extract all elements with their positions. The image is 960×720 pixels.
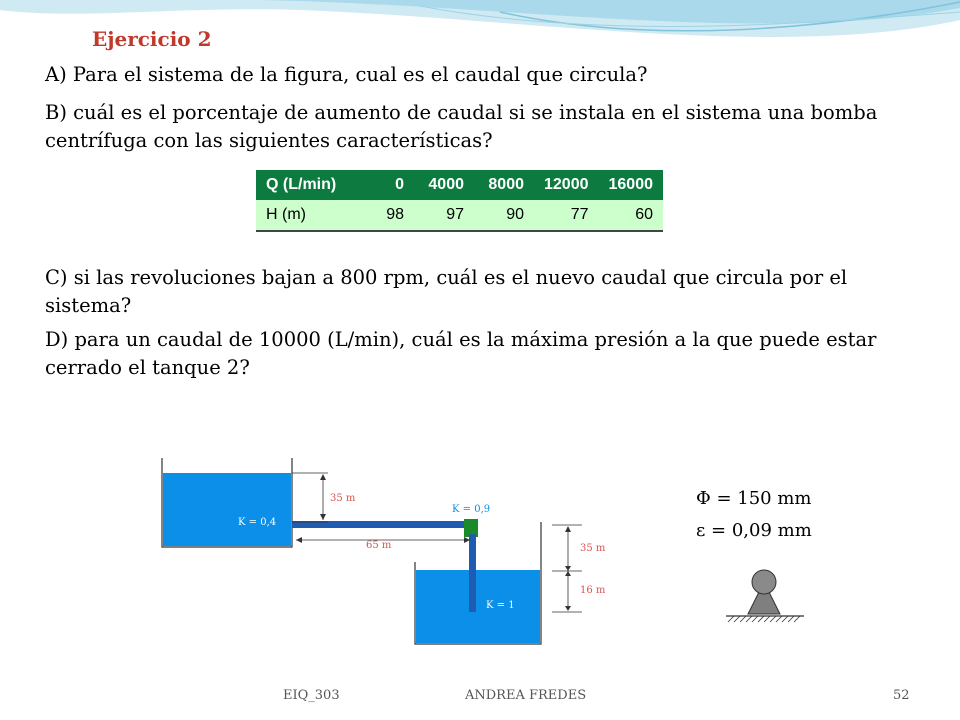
dim-65-label: 65 m — [366, 540, 392, 551]
question-c: C) si las revoluciones bajan a 800 rpm, cuál es el nuevo caudal que circula por el sistema? — [45, 266, 848, 317]
exercise-title: Ejercicio 2 — [92, 27, 212, 51]
flow-label: Q (L/min) — [256, 170, 366, 200]
head-cell: 98 — [366, 200, 414, 231]
flow-cell: 4000 — [414, 170, 474, 200]
head-cell: 90 — [474, 200, 534, 231]
flow-cell: 16000 — [599, 170, 664, 200]
vertical-pipe — [469, 534, 476, 612]
flow-cell: 8000 — [474, 170, 534, 200]
diameter-line: Φ = 150 mm — [696, 488, 812, 509]
roughness-line: ε = 0,09 mm — [696, 520, 812, 541]
footer-author: ANDREA FREDES — [465, 688, 587, 703]
k-exit-label: K = 1 — [486, 600, 515, 611]
question-b: B) cuál es el porcentaje de aumento de caudal si se instala en el sistema una bomba centrífuga con las siguientes características? — [45, 101, 878, 152]
dim-16-label: 16 m — [580, 585, 606, 596]
head-cell: 77 — [534, 200, 599, 231]
pipe-properties — [690, 478, 850, 548]
footer-course: EIQ_303 — [283, 688, 340, 703]
table-row-head — [256, 200, 663, 231]
k-tank1-label: K = 0,4 — [238, 517, 277, 528]
question-d: D) para un caudal de 10000 (L/min), cuál es la máxima presión a la que puede estar cerrado el tanque 2? — [45, 328, 877, 379]
flow-cell: 0 — [366, 170, 414, 200]
dim-35-left-label: 35 m — [330, 493, 356, 504]
dim-35-right-label: 35 m — [580, 543, 606, 554]
head-cell: 97 — [414, 200, 474, 231]
head-cell: 60 — [599, 200, 664, 231]
flow-cell: 12000 — [534, 170, 599, 200]
system-diagram — [150, 450, 690, 650]
k-elbow-label: K = 0,9 — [452, 504, 491, 515]
pump-icon — [722, 562, 808, 628]
footer-page-number: 52 — [893, 688, 910, 703]
tank-1-water — [163, 473, 291, 546]
question-a: A) Para el sistema de la figura, cual es el caudal que circula? — [45, 63, 648, 86]
head-label: H (m) — [256, 200, 366, 231]
table-row-flow — [256, 170, 663, 200]
tank-2-water — [416, 570, 540, 643]
pump-characteristics-table — [256, 170, 663, 232]
